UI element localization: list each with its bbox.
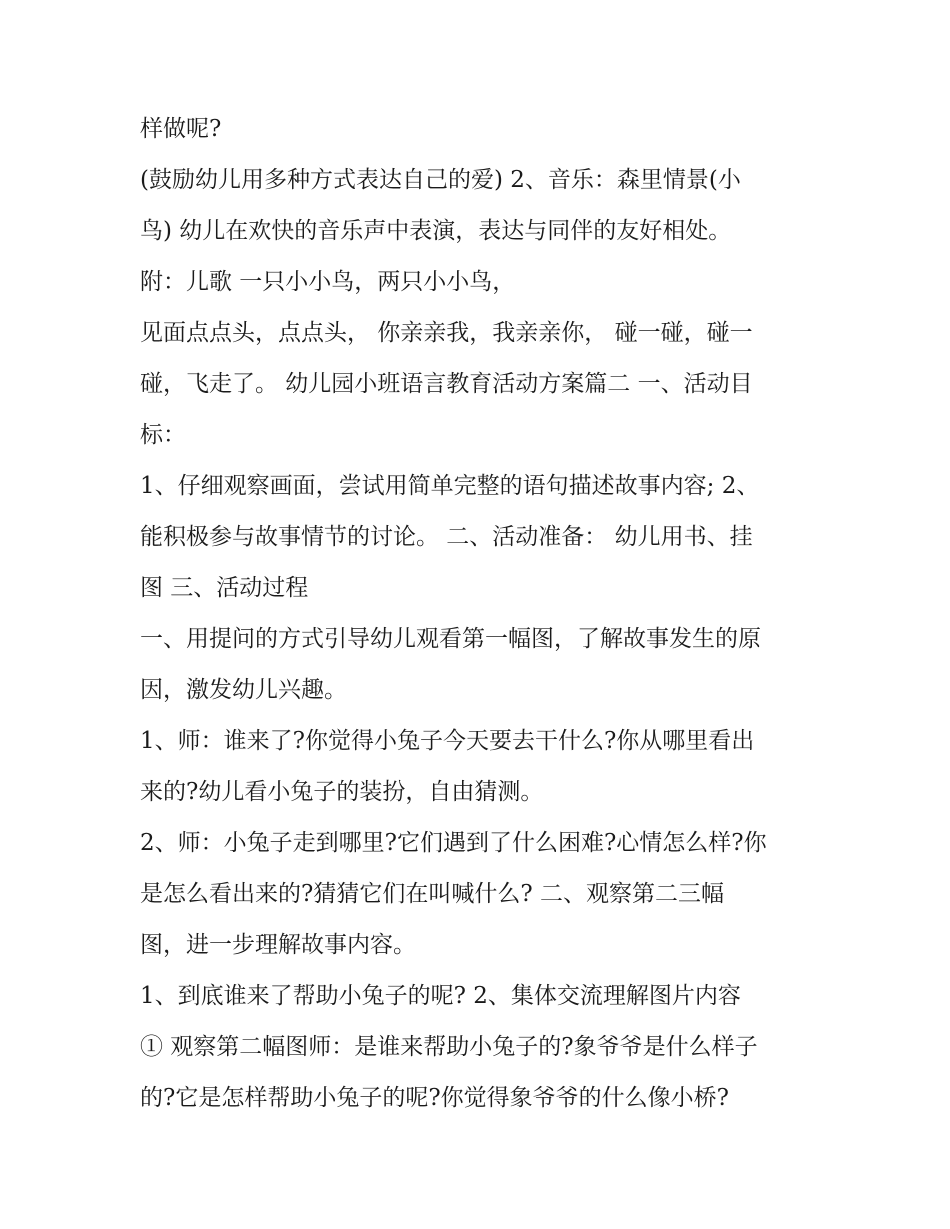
- text-line: 来的?幼儿看小兔子的装扮，自由猜测。: [140, 779, 544, 805]
- text-line: 鸟) 幼儿在欢快的音乐声中表演，表达与同伴的友好相处。: [140, 218, 732, 244]
- text-line: 见面点点头，点点头， 你亲亲我，我亲亲你， 碰一碰，碰一: [140, 320, 753, 346]
- text-line: 2、师：小兔子走到哪里?它们遇到了什么困难?心情怎么样?你: [140, 830, 767, 856]
- text-line: 的?它是怎样帮助小兔子的呢?你觉得象爷爷的什么像小桥?: [140, 1085, 729, 1111]
- text-line: 是怎么看出来的?猜猜它们在叫喊什么? 二、观察第二三幅: [140, 881, 724, 907]
- text-line: 因，激发幼儿兴趣。: [140, 677, 347, 703]
- text-line: 标：: [140, 422, 186, 448]
- text-line: 碰，飞走了。 幼儿园小班语言教育活动方案篇二 一、活动目: [140, 371, 753, 397]
- text-line: 能积极参与故事情节的讨论。 二、活动准备： 幼儿用书、挂: [140, 524, 753, 550]
- text-line: ① 观察第二幅图师：是谁来帮助小兔子的?象爷爷是什么样子: [140, 1034, 758, 1060]
- text-line: 样做呢?: [140, 116, 222, 142]
- text-line: 图，进一步理解故事内容。: [140, 932, 416, 958]
- text-line: 1、到底谁来了帮助小兔子的呢? 2、集体交流理解图片内容: [140, 983, 741, 1009]
- text-line: 1、仔细观察画面，尝试用简单完整的语句描述故事内容; 2、: [140, 473, 760, 499]
- text-line: (鼓励幼儿用多种方式表达自己的爱) 2、音乐：森里情景(小: [140, 167, 741, 193]
- text-line: 一、用提问的方式引导幼儿观看第一幅图，了解故事发生的原: [140, 626, 761, 652]
- text-line: 1、师：谁来了?你觉得小兔子今天要去干什么?你从哪里看出: [140, 728, 755, 754]
- text-line: 图 三、活动过程: [140, 575, 309, 601]
- text-line: 附：儿歌 一只小小鸟，两只小小鸟，: [140, 269, 516, 295]
